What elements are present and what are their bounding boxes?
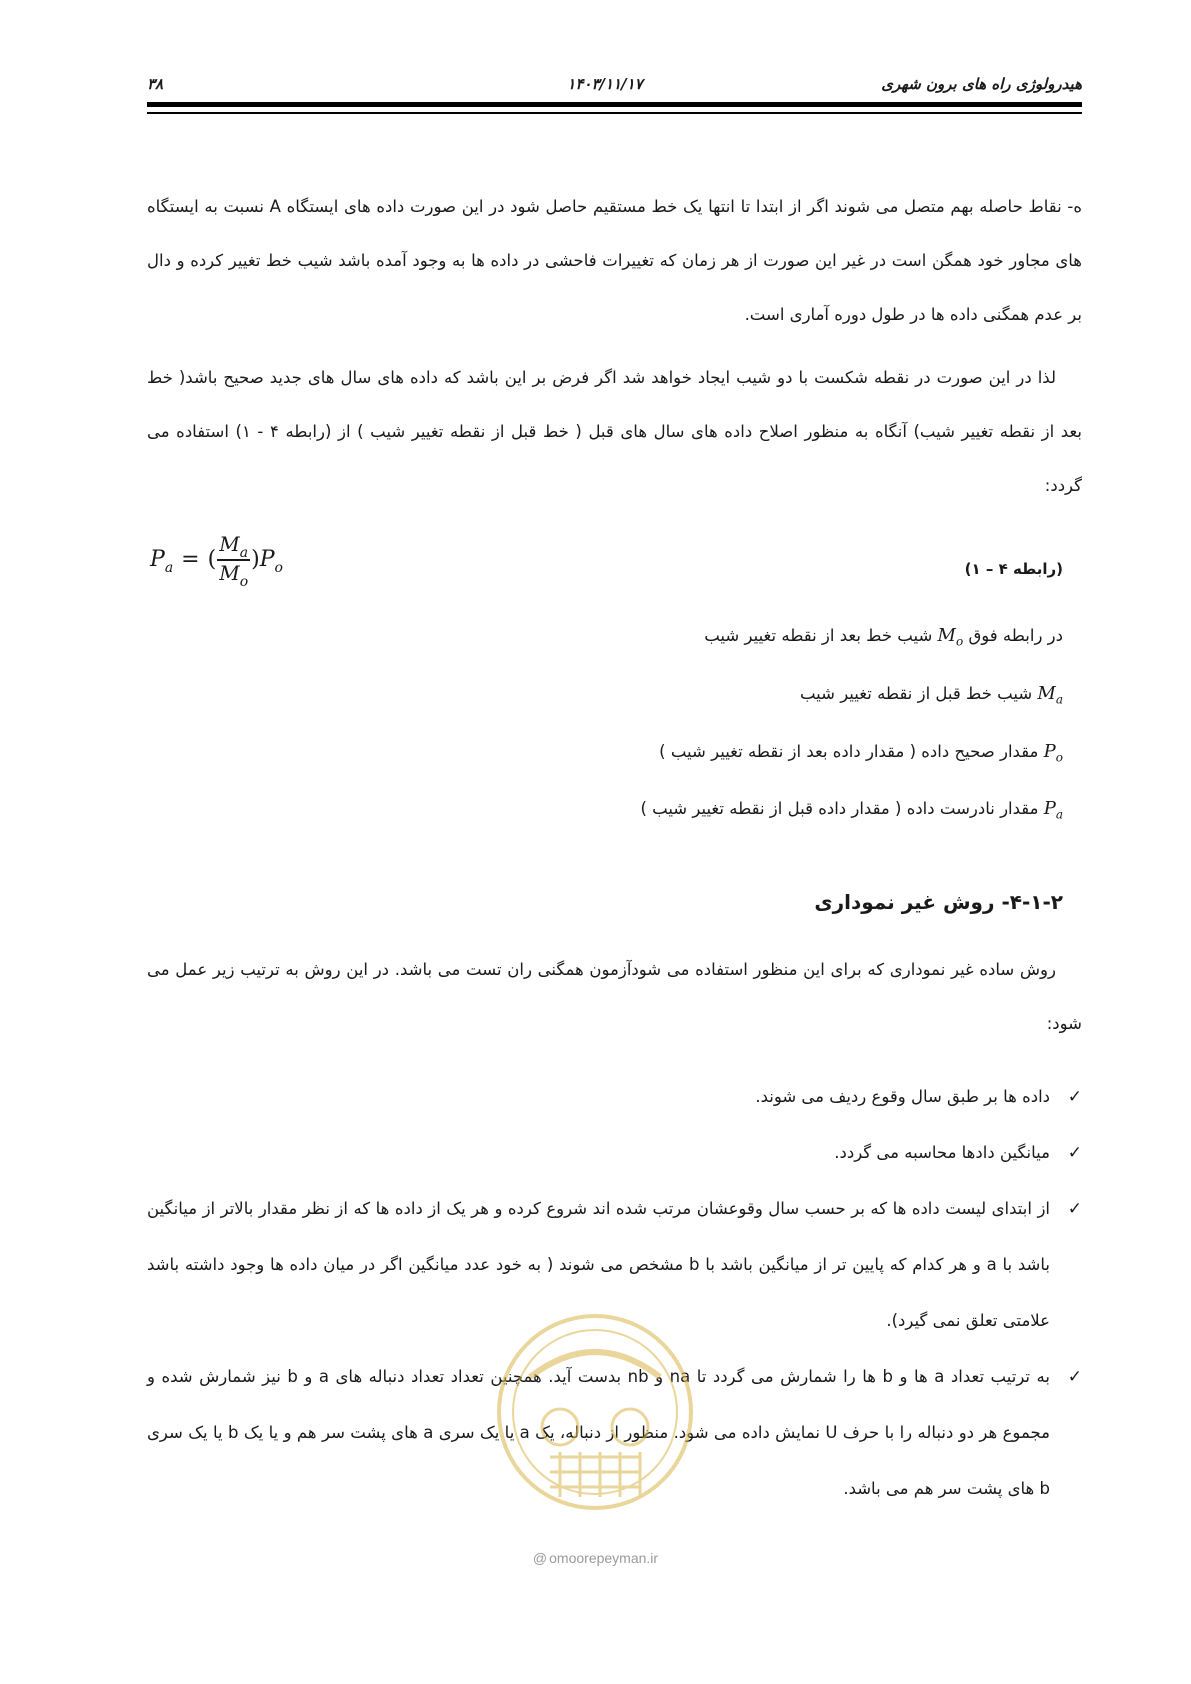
section-heading (814, 890, 1063, 914)
paragraph-double-mass-result: ه- نقاط حاصله بهم متصل می شوند اگر از ابتدا تا انتها یک خط مستقیم حاصل شود در این صورت داده های ایستگاه A نسبت به ایستگاه های مجاور خود همگن است در غیر این صورت از هر زمان که تغییرات فاحشی در داده ها به وجود آمده باشد شیب خط تغییر کرده و دال بر عدم همگنی داده ها در طول دوره آماری است. (147, 197, 1082, 324)
watermark-text: @ omoorepeyman.ir (532, 1550, 659, 1566)
section-title: روش غیر نموداری (814, 890, 995, 914)
header-rule-thick (147, 102, 1082, 107)
list-item: ✓ داده ها بر طبق سال وقوع ردیف می شوند. (147, 1069, 1082, 1125)
fraction-numerator: $M_a$ (219, 532, 249, 561)
watermark-seal-icon (490, 1307, 700, 1517)
header-date: ۱۴۰۳/۱۱/۱۷ (567, 75, 643, 93)
checkmark-icon: ✓ (1067, 1087, 1082, 1107)
equation-lhs: $P_a$ (150, 547, 174, 577)
checkmark-icon: ✓ (1067, 1199, 1082, 1219)
equation-label: (رابطه ۴ – ۱) (964, 560, 1063, 578)
list-item: ✓ میانگین دادها محاسبه می گردد. (147, 1125, 1082, 1181)
equation-equals: = (181, 547, 200, 573)
equation-rhs: $P_o$ (259, 547, 283, 577)
equation-4-1 (150, 532, 283, 588)
paragraph-correction: لذا در این صورت در نقطه شکست با دو شیب ایجاد خواهد شد اگر فرض بر این باشد که داده های سال های جدید صحیح باشد( خط بعد از نقطه تغییر شیب) آنگاه به منظور اصلاح داده های سال های قبل ( خط قبل از نقطه تغییر شیب ) از (رابطه ۴ - ۱) استفاده می گردد: (147, 368, 1082, 495)
equation-fraction (217, 532, 250, 588)
list-item: ✓ از ابتدای لیست داده ها که بر حسب سال وقوعشان مرتب شده اند شروع کرده و هر یک از داده ها که از نظر مقدار بالاتر از میانگین باشد با a و هر کدام که پایین تر از میانگین باشد با b مشخص می شوند ( به خود عدد میانگین اگر در میان داده ها وجود داشته باشد علامتی تعلق نمی گیرد). (147, 1181, 1082, 1349)
paragraph-run-test-intro: روش ساده غیر نموداری که برای این منظور استفاده می شودآزمون همگنی ران تست می باشد. در این روش به ترتیب زیر عمل می شود: (147, 960, 1082, 1033)
definition-po: $P_o$ مقدار صحیح داده ( مقدار داده بعد از نقطه تغییر شیب ) (659, 741, 1063, 765)
page-header (147, 72, 1082, 96)
header-rule-thin (147, 112, 1082, 114)
checkmark-icon: ✓ (1067, 1367, 1082, 1387)
definition-pa: $P_a$ مقدار نادرست داده ( مقدار داده قبل از نقطه تغییر شیب ) (640, 798, 1063, 822)
at-icon: @ (532, 1550, 548, 1566)
list-item: ✓ به ترتیب تعداد a ها و b ها را شمارش می گردد تا na و nb بدست آید. همچنین تعداد تعداد دنباله های a و b نیز شمارش شده و مجموع هر دو دنباله را با حرف U نمایش داده می شود. منظور از دنباله، یک a یا یک سری a های پشت سر هم و یا یک b یا یک سری b های پشت سر هم می باشد. (147, 1349, 1082, 1517)
section-number: ۴-۱-۲- (1001, 890, 1063, 914)
definition-mo: در رابطه فوق $M_o$ شیب خط بعد از نقطه تغییر شیب (704, 625, 1063, 649)
equation-paren-open: ( (207, 547, 217, 573)
equation-paren-close: ) (251, 547, 260, 573)
fraction-denominator: $M_o$ (219, 560, 249, 590)
checkmark-icon: ✓ (1067, 1143, 1082, 1163)
header-title: هیدرولوژی راه های برون شهری (881, 75, 1082, 93)
page-number: ۳۸ (147, 75, 164, 93)
definition-ma: $M_a$ شیب خط قبل از نقطه تغییر شیب (799, 683, 1063, 707)
